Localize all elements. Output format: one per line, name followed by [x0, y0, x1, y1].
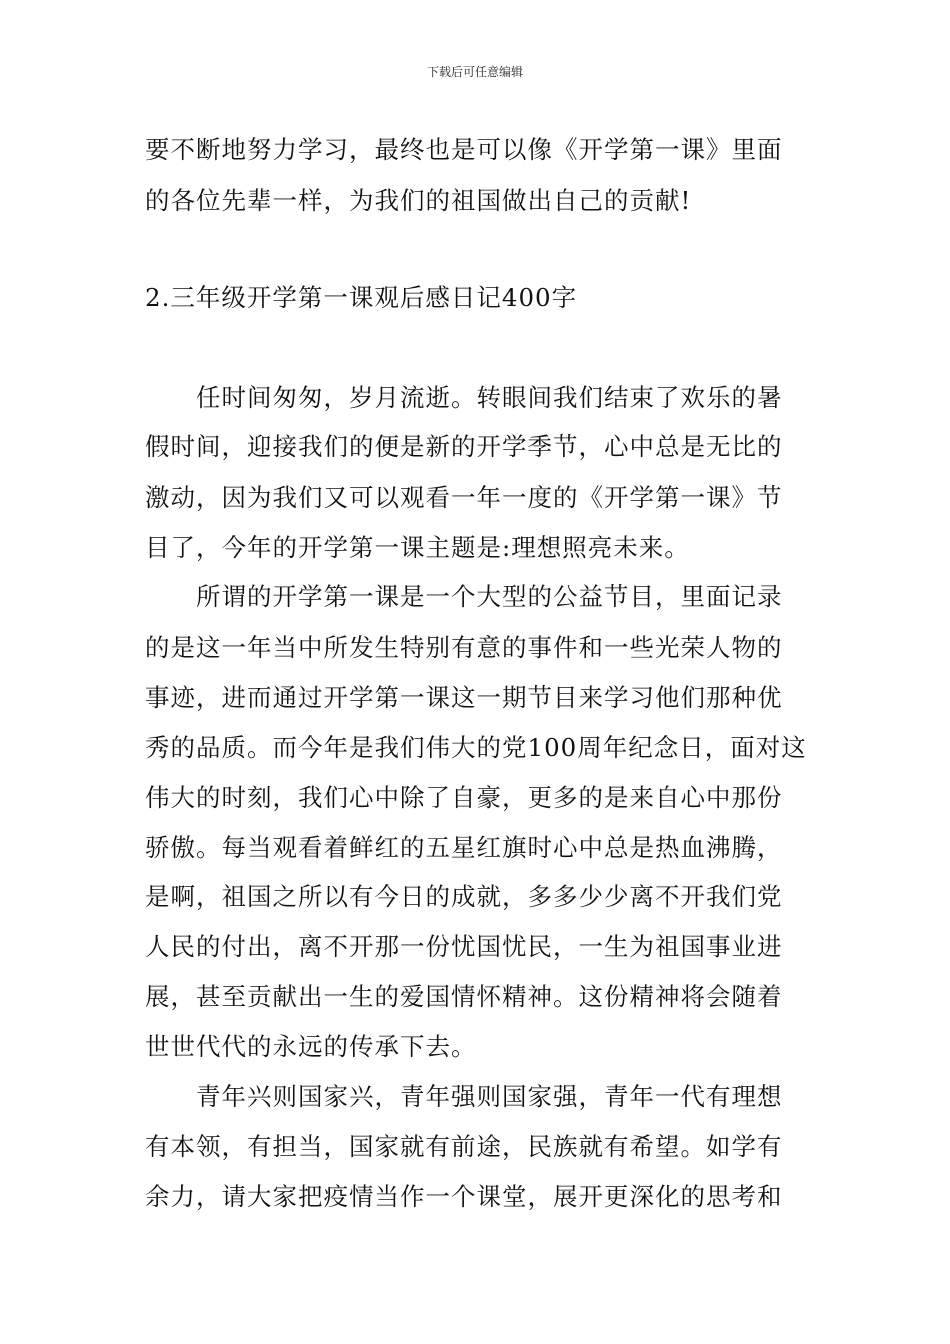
paragraph-line: 目了，今年的开学第一课主题是:理想照亮未来。	[145, 533, 690, 562]
paragraph-line: 余力，请大家把疫情当作一个课堂，展开更深化的思考和	[145, 1182, 783, 1211]
intro-line: 要不断地努力学习，最终也是可以像《开学第一课》里面	[145, 135, 783, 164]
paragraph-line: 青年兴则国家兴，青年强则国家强，青年一代有理想	[196, 1082, 783, 1111]
page-header: 下载后可任意编辑	[426, 65, 523, 79]
paragraph-line: 伟大的时刻，我们心中除了自豪，更多的是来自心中那份	[145, 783, 783, 812]
paragraph-line: 世世代代的永远的传承下去。	[145, 1032, 477, 1061]
section-heading: 2.三年级开学第一课观后感日记400字	[145, 283, 578, 312]
paragraph-line: 人民的付出，离不开那一份忧国忧民，一生为祖国事业进	[145, 932, 783, 961]
paragraph-line: 有本领，有担当，国家就有前途，民族就有希望。如学有	[145, 1132, 783, 1161]
paragraph-line: 展，甚至贡献出一生的爱国情怀精神。这份精神将会随着	[145, 982, 783, 1011]
paragraph-line: 的是这一年当中所发生特别有意的事件和一些光荣人物的	[145, 633, 783, 662]
paragraph-line: 假时间，迎接我们的便是新的开学季节，心中总是无比的	[145, 432, 783, 461]
paragraph-line: 所谓的开学第一课是一个大型的公益节目，里面记录	[196, 582, 783, 611]
paragraph-line: 任时间匆匆，岁月流逝。转眼间我们结束了欢乐的暑	[196, 383, 783, 412]
paragraph-line: 激动，因为我们又可以观看一年一度的《开学第一课》节	[145, 483, 783, 512]
paragraph-line: 是啊，祖国之所以有今日的成就，多多少少离不开我们党	[145, 882, 783, 911]
paragraph-line: 事迹，进而通过开学第一课这一期节目来学习他们那种优	[145, 683, 783, 712]
paragraph-line: 秀的品质。而今年是我们伟大的党100周年纪念日，面对这	[145, 733, 807, 762]
paragraph-line: 骄傲。每当观看着鲜红的五星红旗时心中总是热血沸腾，	[145, 833, 783, 862]
intro-line: 的各位先辈一样，为我们的祖国做出自己的贡献!	[145, 186, 692, 215]
